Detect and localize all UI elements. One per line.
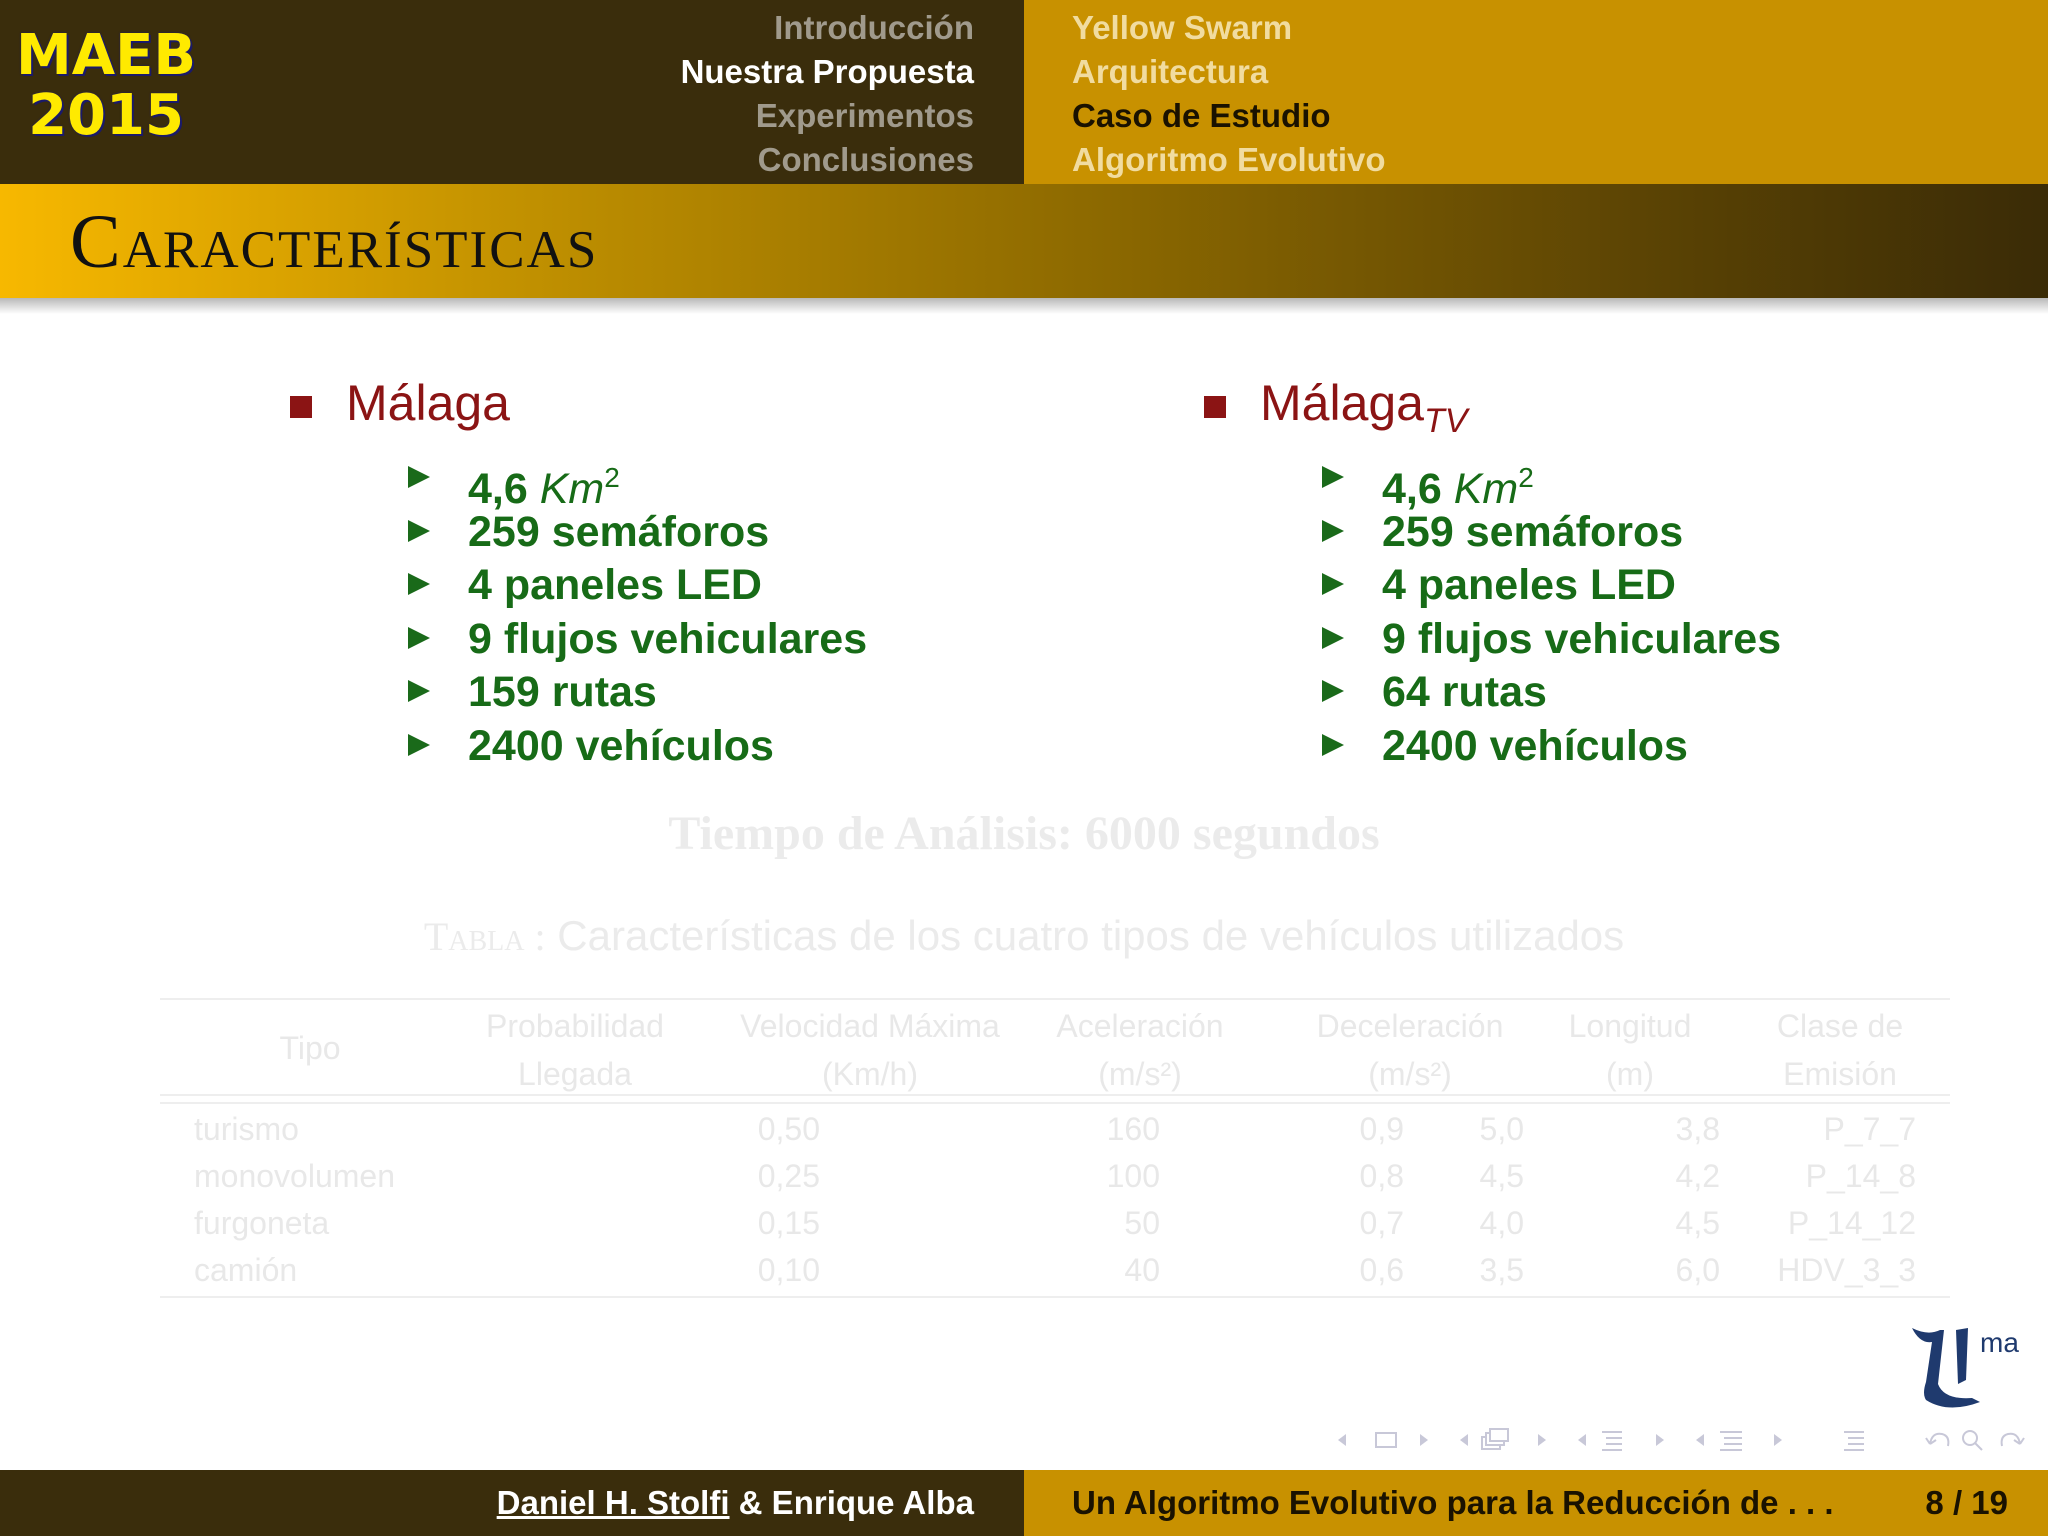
list-item-text: 64 rutas bbox=[1382, 668, 1547, 716]
heading-text: Málaga$_{TV}$ bbox=[1260, 375, 1468, 440]
triangle-bullet-icon bbox=[1322, 734, 1344, 756]
heading-text: Málaga bbox=[346, 375, 510, 431]
table-cell: P_7_7 bbox=[1823, 1111, 1916, 1147]
section-prev-icon[interactable] bbox=[1696, 1434, 1704, 1446]
table-cell: 0,6 bbox=[1359, 1252, 1404, 1288]
table-cell: 4,2 bbox=[1675, 1158, 1720, 1194]
table-cell: turismo bbox=[194, 1111, 299, 1147]
table-cell: 100 bbox=[1106, 1158, 1160, 1194]
frame-title: Características bbox=[70, 200, 599, 284]
triangle-bullet-icon bbox=[1322, 520, 1344, 542]
back-icon[interactable] bbox=[1926, 1434, 1948, 1446]
table-cell: 0,8 bbox=[1359, 1158, 1404, 1194]
list-item-text: 259 semáforos bbox=[468, 507, 770, 556]
column-heading bbox=[288, 370, 510, 440]
subsection-prev-icon[interactable] bbox=[1578, 1434, 1586, 1446]
table-cell: 4,0 bbox=[1479, 1205, 1524, 1241]
square-bullet-icon bbox=[1204, 396, 1226, 418]
logo-line2: 2015 bbox=[28, 83, 184, 148]
table-cell: camión bbox=[194, 1252, 298, 1288]
triangle-bullet-icon bbox=[1322, 466, 1344, 488]
footer-page-number: 8 / 19 bbox=[1925, 1484, 2008, 1521]
toc-icon[interactable] bbox=[1844, 1432, 1864, 1450]
slide-prev-icon[interactable] bbox=[1338, 1434, 1346, 1446]
table-cell: 6,0 bbox=[1675, 1252, 1720, 1288]
table-header-deceleracion: Deceleración (m/s²) bbox=[1316, 1008, 1504, 1092]
table-cell: 0,9 bbox=[1359, 1111, 1404, 1147]
list-item-text: 9 flujos vehiculares bbox=[1382, 614, 1782, 663]
list-item-text: 259 semáforos bbox=[1382, 507, 1684, 556]
nav-subsection-arquitectura[interactable]: Arquitectura bbox=[1072, 53, 1269, 90]
table-cell: P_14_8 bbox=[1805, 1158, 1916, 1194]
table-cell: 4,5 bbox=[1479, 1158, 1524, 1194]
frame-next-icon[interactable] bbox=[1538, 1434, 1546, 1446]
table-rule-mid2 bbox=[160, 1102, 1950, 1104]
table-cell: HDV_3_3 bbox=[1777, 1252, 1916, 1288]
slide-icon[interactable] bbox=[1376, 1433, 1396, 1447]
author-rest: & Enrique Alba bbox=[729, 1484, 974, 1521]
beamer-navigation bbox=[1330, 1422, 2030, 1458]
table-cell: 0,50 bbox=[757, 1111, 820, 1147]
uma-logo-mark bbox=[1912, 1328, 1980, 1408]
list-item-text: 2400 vehículos bbox=[468, 721, 774, 770]
table-cell: 160 bbox=[1106, 1111, 1160, 1147]
nav-subsection-yellow-swarm[interactable]: Yellow Swarm bbox=[1072, 9, 1293, 46]
slide-next-icon[interactable] bbox=[1420, 1434, 1428, 1446]
list-item-text: 4 paneles LED bbox=[468, 561, 762, 609]
table-cell: 5,0 bbox=[1479, 1111, 1524, 1147]
table-cell: 0,15 bbox=[757, 1205, 820, 1241]
triangle-bullet-icon bbox=[408, 573, 430, 595]
frame-icon[interactable] bbox=[1482, 1429, 1508, 1449]
uma-logo-bar bbox=[1956, 1328, 1968, 1384]
conference-logo bbox=[16, 23, 197, 148]
search-icon[interactable] bbox=[1963, 1431, 1982, 1450]
triangle-bullet-icon bbox=[408, 520, 430, 542]
frame-prev-icon[interactable] bbox=[1460, 1434, 1468, 1446]
triangle-bullet-icon bbox=[408, 627, 430, 649]
caption-label: Tabla : bbox=[423, 914, 546, 959]
header bbox=[0, 0, 2048, 184]
table-header-longitud: Longitud (m) bbox=[1568, 1008, 1692, 1092]
table-cell: monovolumen bbox=[194, 1158, 395, 1194]
footer-authors bbox=[497, 1484, 974, 1522]
nav-subsection-caso-de-estudio[interactable]: Caso de Estudio bbox=[1072, 97, 1331, 134]
uma-logo bbox=[1908, 1322, 2028, 1414]
triangle-bullet-icon bbox=[408, 466, 430, 488]
table-cell: 3,8 bbox=[1675, 1111, 1720, 1147]
table-cell: 4,5 bbox=[1675, 1205, 1720, 1241]
author-link[interactable]: Daniel H. Stolfi bbox=[496, 1484, 730, 1521]
triangle-bullet-icon bbox=[1322, 680, 1344, 702]
nav-subsection-algoritmo-evolutivo[interactable]: Algoritmo Evolutivo bbox=[1072, 141, 1386, 178]
nav-section-nuestra-propuesta[interactable]: Nuestra Propuesta bbox=[680, 53, 974, 90]
subsection-nav bbox=[1072, 6, 1386, 182]
nav-section-introduccion[interactable]: Introducción bbox=[774, 9, 974, 46]
section-icon[interactable] bbox=[1720, 1432, 1742, 1450]
table-header-aceleracion: Aceleración (m/s²) bbox=[1056, 1008, 1224, 1092]
table-cell: P_14_12 bbox=[1787, 1205, 1916, 1241]
table-caption bbox=[0, 912, 2048, 960]
nav-section-conclusiones[interactable]: Conclusiones bbox=[757, 141, 974, 178]
table-header-tipo: Tipo bbox=[279, 1030, 341, 1066]
square-bullet-icon bbox=[290, 396, 312, 418]
list-item-text: 159 rutas bbox=[468, 668, 657, 716]
subsection-icon[interactable] bbox=[1602, 1432, 1622, 1450]
triangle-bullet-icon bbox=[1322, 573, 1344, 595]
uma-logo-text: ma bbox=[1980, 1327, 2019, 1358]
table-cell: 40 bbox=[1124, 1252, 1160, 1288]
table-header-clase-emision: Clase de Emisión bbox=[1776, 1008, 1904, 1092]
column-heading bbox=[1202, 370, 1468, 440]
table-cell: 0,25 bbox=[757, 1158, 820, 1194]
table-cell: furgoneta bbox=[194, 1205, 330, 1241]
list-item-text: 2400 vehículos bbox=[1382, 721, 1688, 770]
table-cell: 0,10 bbox=[757, 1252, 820, 1288]
section-nav bbox=[681, 6, 974, 182]
table-rule-top bbox=[160, 998, 1950, 1000]
column-malaga bbox=[288, 370, 868, 773]
logo-line1: MAEB bbox=[16, 23, 197, 88]
footer-short-title: Un Algoritmo Evolutivo para la Reducción de . . . bbox=[1072, 1484, 1834, 1521]
triangle-bullet-icon bbox=[408, 680, 430, 702]
list-item-text: 4 paneles LED bbox=[1382, 561, 1676, 609]
table-header-velocidad: Velocidad Máxima (Km/h) bbox=[740, 1008, 1000, 1092]
table-cell: 3,5 bbox=[1479, 1252, 1524, 1288]
triangle-bullet-icon bbox=[1322, 627, 1344, 649]
table-cell: 0,7 bbox=[1359, 1205, 1404, 1241]
forward-icon[interactable] bbox=[2002, 1434, 2024, 1446]
title-bar-shadow bbox=[0, 298, 2048, 314]
list-item-text: 9 flujos vehiculares bbox=[468, 614, 868, 663]
analysis-time: Tiempo de Análisis: 6000 segundos bbox=[668, 807, 1380, 860]
table-cell: 50 bbox=[1124, 1205, 1160, 1241]
section-next-icon[interactable] bbox=[1774, 1434, 1782, 1446]
area-value: 4,6 Km$^2$ bbox=[1382, 462, 1534, 513]
table-rule-bottom bbox=[160, 1296, 1950, 1298]
caption-text: Características de los cuatro tipos de vehículos utilizados bbox=[557, 912, 1625, 959]
subsection-next-icon[interactable] bbox=[1656, 1434, 1664, 1446]
nav-section-experimentos[interactable]: Experimentos bbox=[755, 97, 974, 134]
column-malaga-tv bbox=[1202, 370, 1782, 773]
table-header-probabilidad: Probabilidad Llegada bbox=[486, 1008, 664, 1092]
area-value: 4,6 Km$^2$ bbox=[468, 462, 620, 513]
triangle-bullet-icon bbox=[408, 734, 430, 756]
